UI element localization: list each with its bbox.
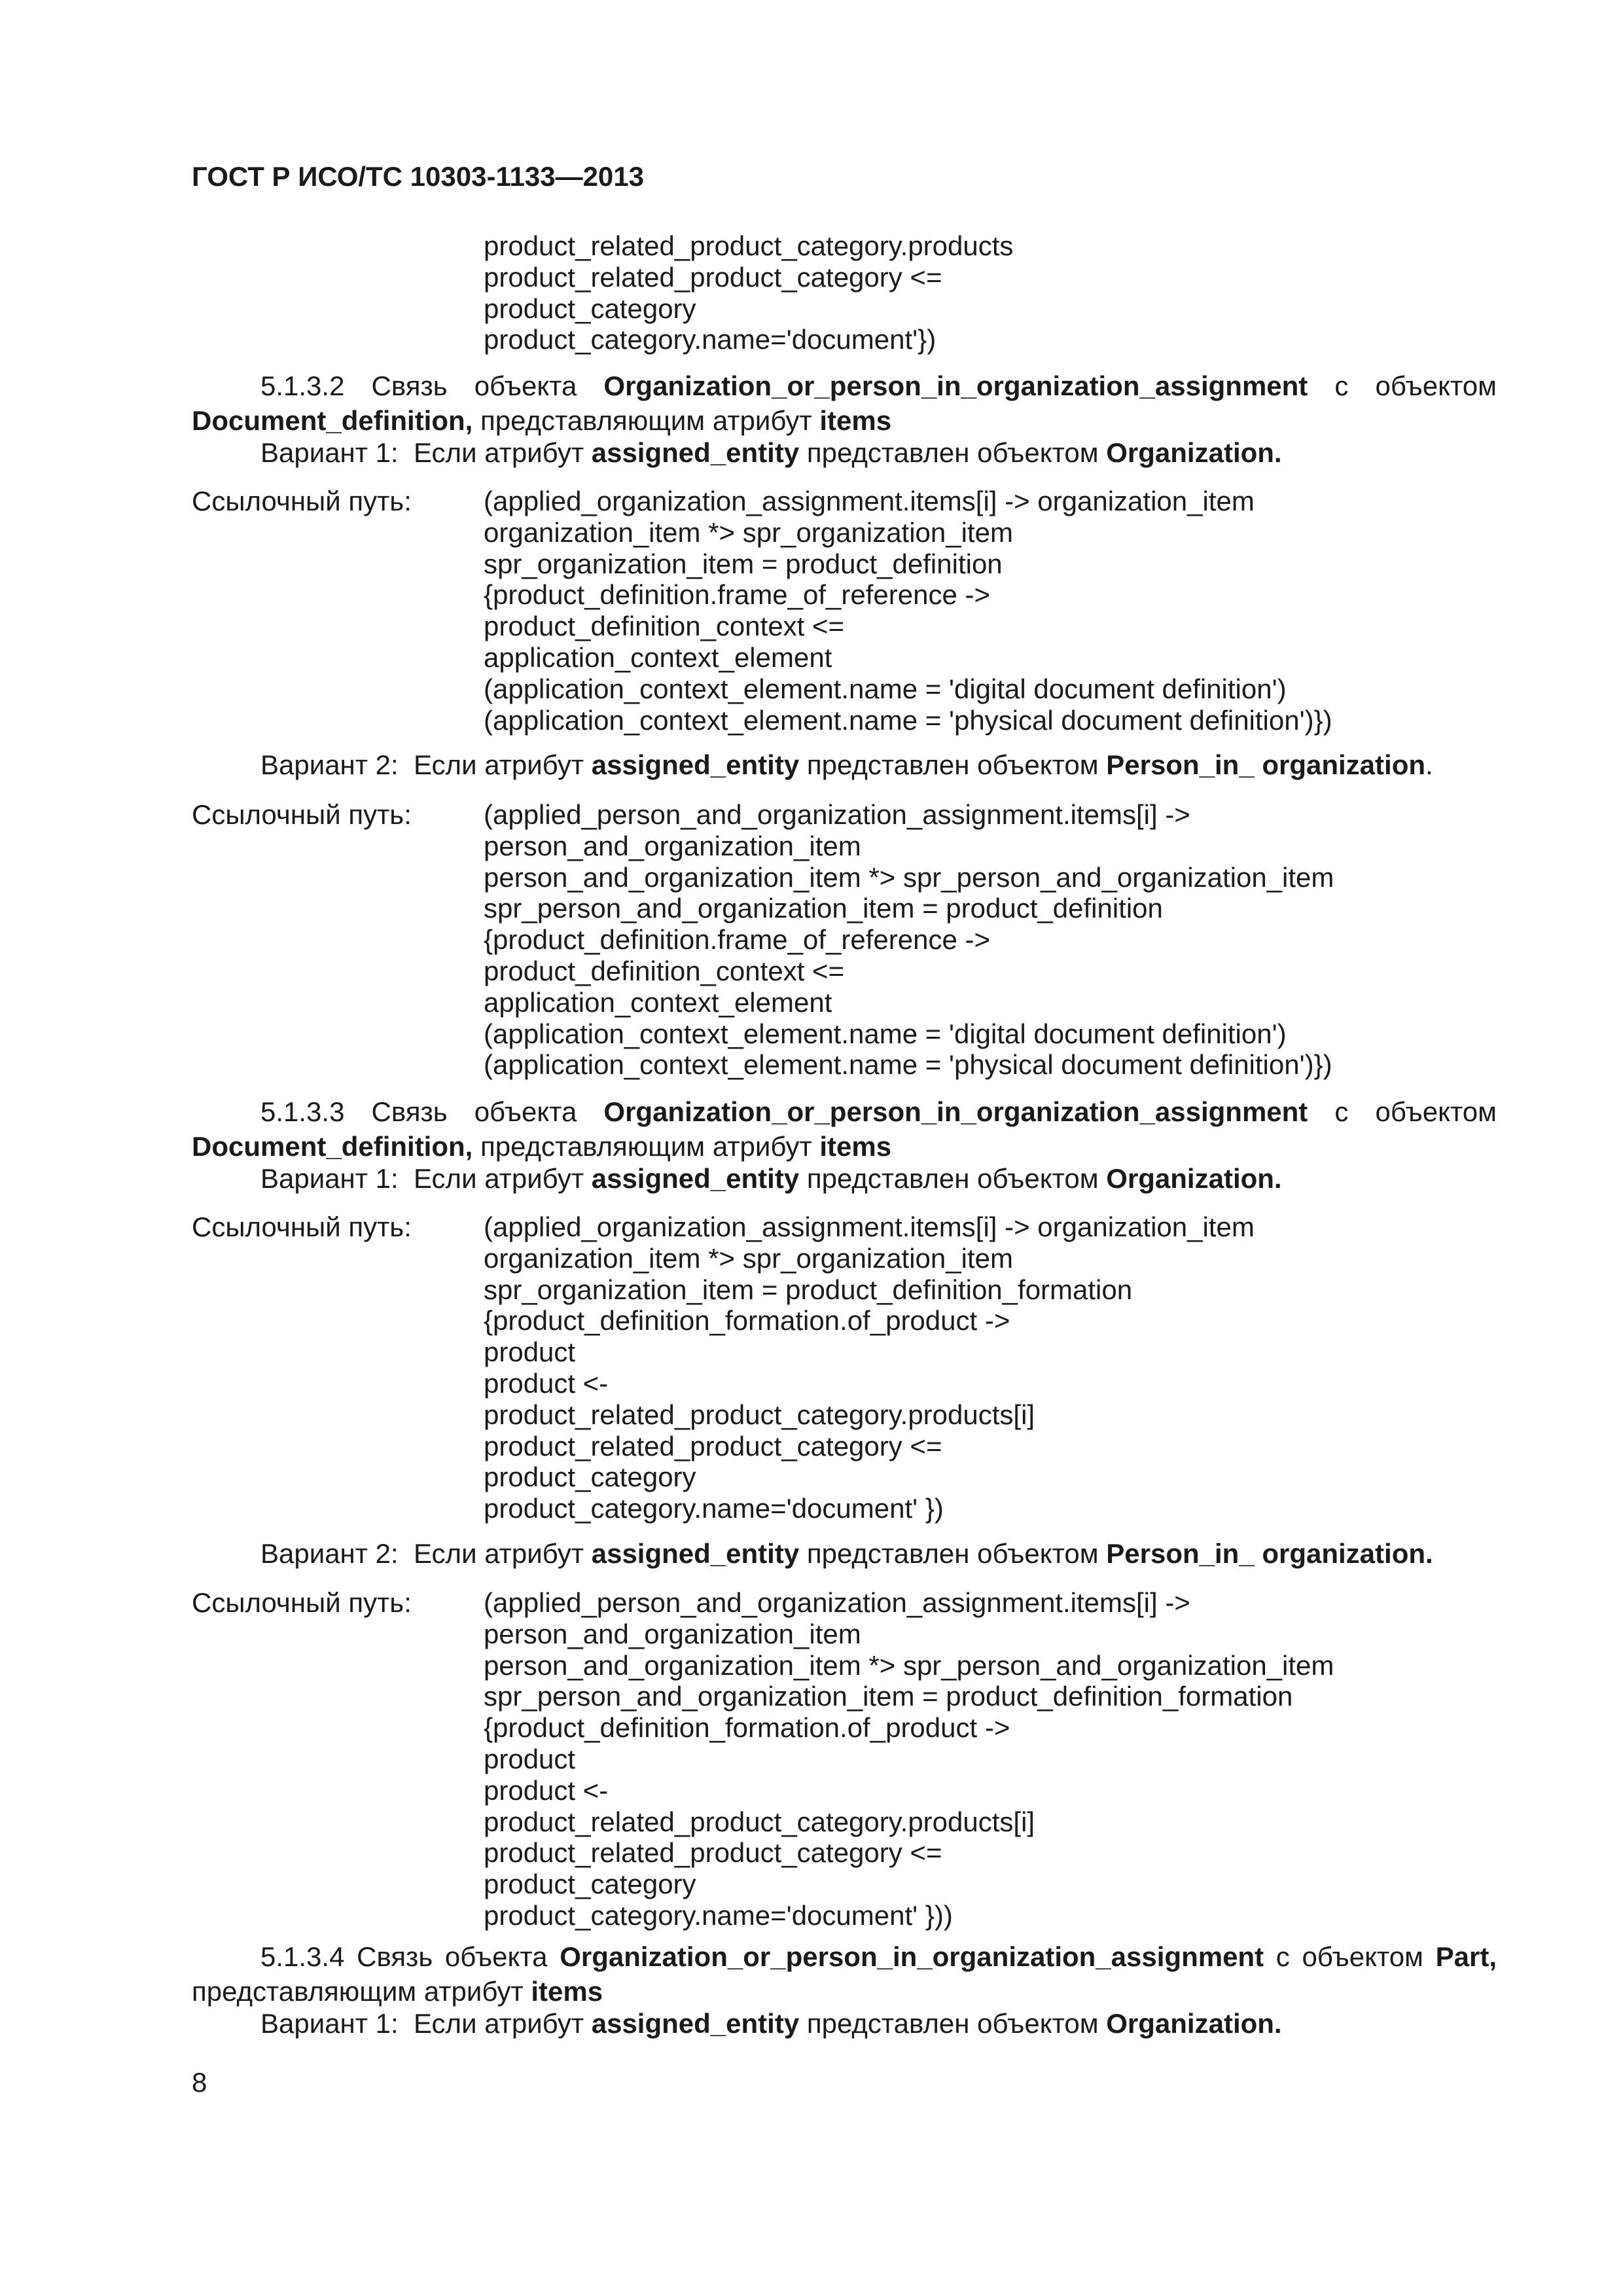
word: объекта	[474, 1096, 577, 1127]
word: объекта	[474, 370, 577, 401]
code-line: (application_context_element.name = 'digital document definition')	[484, 1018, 1287, 1049]
section-heading	[192, 368, 1497, 403]
code-line: product	[484, 1336, 576, 1368]
code-line: (application_context_element.name = 'physical document definition')})	[484, 1049, 1332, 1081]
text: представляющим атрибут	[473, 405, 820, 436]
attribute-name: items	[819, 405, 892, 436]
ref-label: Ссылочный путь:	[192, 799, 412, 830]
attribute-name: items	[819, 1131, 892, 1162]
code-line: person_and_organization_item *> spr_person_and_organization_item	[484, 861, 1334, 893]
ref-label: Ссылочный путь:	[192, 486, 412, 516]
code-line: spr_person_and_organization_item = product_definition_formation	[484, 1681, 1293, 1712]
entity-name: Document_definition,	[192, 1131, 473, 1162]
attribute-name: assigned_entity	[591, 1538, 800, 1569]
attribute-name: assigned_entity	[591, 437, 800, 468]
variant-1	[260, 2008, 1282, 2039]
code-line: spr_organization_item = product_definition_formation	[484, 1274, 1133, 1305]
code-line: application_context_element	[484, 986, 832, 1018]
entity-name: Person_in_ organization	[1106, 749, 1426, 780]
word: объектом	[1375, 1096, 1497, 1127]
word: с	[1334, 370, 1349, 401]
code-line: organization_item *> spr_organization_item	[484, 1242, 1013, 1274]
code-line: spr_organization_item = product_definition	[484, 548, 1003, 579]
code-line: product	[484, 1743, 576, 1774]
code-line: product_related_product_category <=	[484, 1430, 942, 1462]
entity-name: Person_in_ organization.	[1106, 1538, 1433, 1569]
code-line: person_and_organization_item	[484, 830, 861, 861]
word: с	[1275, 1941, 1290, 1972]
variant-label: Вариант 1: Если атрибут	[260, 1163, 592, 1194]
word: объектом	[1302, 1941, 1423, 1972]
variant-2	[260, 749, 1433, 781]
word: Связь	[371, 1096, 448, 1127]
path-code	[484, 1211, 1255, 1524]
code-line: (application_context_element.name = 'digital document definition')	[484, 673, 1287, 704]
code-line: (applied_organization_assignment.items[i] -> organization_item	[484, 1211, 1255, 1242]
code-line: product <-	[484, 1774, 609, 1806]
text: представлен объектом	[799, 437, 1107, 468]
code-line: product_related_product_category <=	[484, 261, 942, 293]
code-line: product_category	[484, 293, 696, 324]
entity-name: Organization_or_person_in_organization_assignment	[560, 1941, 1264, 1972]
text: представлен объектом	[799, 1163, 1107, 1194]
code-line: (applied_person_and_organization_assignment.items[i] ->	[484, 799, 1190, 830]
entity-name: Organization.	[1106, 1163, 1282, 1194]
word: объектом	[1375, 370, 1497, 401]
code-line: {product_definition_formation.of_product ->	[484, 1305, 1010, 1336]
code-line: product_definition_context <=	[484, 611, 845, 642]
entity-name: Document_definition,	[192, 405, 473, 436]
text: .	[1425, 749, 1433, 780]
path-code	[484, 1587, 1334, 1931]
code-line: (application_context_element.name = 'physical document definition')})	[484, 704, 1332, 736]
variant-2	[260, 1538, 1433, 1570]
variant-label: Вариант 1: Если атрибут	[260, 2008, 592, 2039]
code-line: organization_item *> spr_organization_item	[484, 516, 1013, 548]
code-line: person_and_organization_item	[484, 1618, 861, 1649]
code-line: product <-	[484, 1367, 609, 1399]
variant-label: Вариант 1: Если атрибут	[260, 437, 592, 468]
text: представлен объектом	[799, 749, 1107, 780]
section-5-1-3-4	[192, 1939, 1497, 2009]
entity-name: Organization_or_person_in_organization_assignment	[603, 1096, 1308, 1127]
section-heading-line2	[192, 1974, 1497, 2009]
code-line: {product_definition.frame_of_reference ->	[484, 579, 990, 611]
variant-1	[260, 437, 1282, 469]
text: представлен объектом	[799, 2008, 1107, 2039]
section-number: 5.1.3.2	[260, 370, 345, 401]
code-line: product_category.name='document' }))	[484, 1899, 953, 1931]
code-line: person_and_organization_item *> spr_person_and_organization_item	[484, 1649, 1334, 1681]
standard-header: ГОСТ Р ИСО/ТС 10303-1133—2013	[192, 161, 645, 192]
text: представлен объектом	[799, 1538, 1107, 1569]
section-number: 5.1.3.3	[260, 1096, 345, 1127]
entity-name: Organization_or_person_in_organization_assignment	[603, 370, 1308, 401]
section-heading	[192, 1094, 1497, 1129]
attribute-name: assigned_entity	[591, 749, 800, 780]
attribute-name: assigned_entity	[591, 2008, 800, 2039]
section-heading-line2	[192, 403, 1497, 438]
section-5-1-3-2	[192, 368, 1497, 438]
attribute-name: items	[531, 1976, 603, 2007]
entity-name: Part,	[1435, 1941, 1497, 1972]
code-line: {product_definition.frame_of_reference ->	[484, 924, 990, 956]
variant-label: Вариант 2: Если атрибут	[260, 749, 592, 780]
code-line: application_context_element	[484, 641, 832, 673]
code-line: product_related_product_category.products[i]	[484, 1399, 1035, 1430]
section-5-1-3-3	[192, 1094, 1497, 1164]
entity-name: Organization.	[1106, 437, 1282, 468]
code-line: {product_definition_formation.of_product ->	[484, 1712, 1010, 1744]
section-number: 5.1.3.4	[260, 1941, 345, 1972]
code-line: spr_person_and_organization_item = product_definition	[484, 893, 1163, 924]
word: с	[1334, 1096, 1349, 1127]
path-code	[484, 799, 1334, 1081]
attribute-name: assigned_entity	[591, 1163, 800, 1194]
text: представляющим атрибут	[192, 1976, 531, 2007]
word: Связь	[357, 1941, 433, 1972]
code-line: product_category.name='document' })	[484, 1493, 944, 1524]
path-code	[484, 486, 1332, 736]
code-line: product_category.name='document'})	[484, 324, 936, 355]
code-line: product_category	[484, 1869, 696, 1900]
code-line: product_related_product_category <=	[484, 1837, 942, 1869]
text: представляющим атрибут	[473, 1131, 820, 1162]
section-heading-line2	[192, 1129, 1497, 1164]
variant-label: Вариант 2: Если атрибут	[260, 1538, 592, 1569]
ref-label: Ссылочный путь:	[192, 1211, 412, 1242]
ref-label: Ссылочный путь:	[192, 1587, 412, 1618]
code-line: product_related_product_category.products	[484, 230, 1014, 261]
section-heading	[192, 1939, 1497, 1974]
page-number: 8	[192, 2067, 207, 2098]
entity-name: Organization.	[1106, 2008, 1282, 2039]
word: объекта	[444, 1941, 548, 1972]
code-line: product_related_product_category.products[i]	[484, 1806, 1035, 1837]
word: Связь	[371, 370, 448, 401]
code-line: (applied_person_and_organization_assignment.items[i] ->	[484, 1587, 1190, 1618]
code-line: product_category	[484, 1462, 696, 1493]
code-line: product_definition_context <=	[484, 955, 845, 986]
intro-path	[484, 230, 1013, 355]
variant-1	[260, 1163, 1282, 1194]
code-line: (applied_organization_assignment.items[i] -> organization_item	[484, 486, 1255, 516]
